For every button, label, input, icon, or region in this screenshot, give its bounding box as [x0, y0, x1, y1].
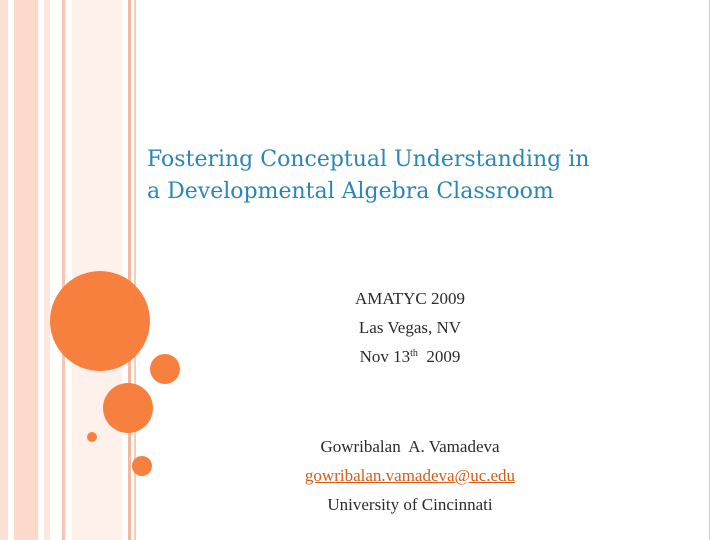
presenter-name: Gowribalan A. Vamadeva [320, 437, 500, 456]
decorative-stripe [44, 0, 50, 540]
decorative-circle-small [132, 456, 152, 476]
event-date-year: 2009 [426, 347, 461, 366]
decorative-stripe [62, 0, 65, 540]
decorative-stripe [72, 0, 122, 540]
decorative-stripe [14, 0, 38, 540]
event-info [190, 284, 630, 371]
decorative-circle-large [50, 271, 150, 371]
decorative-stripe [0, 0, 8, 540]
event-date-day: Nov 13 [359, 347, 411, 366]
event-date [190, 342, 630, 371]
event-date-suffix: th [410, 348, 418, 359]
presenter-institution: University of Cincinnati [327, 495, 493, 514]
slide-title [147, 144, 692, 208]
title-line-1: Fostering Conceptual Understanding in [147, 147, 590, 172]
decorative-stripe [128, 0, 131, 540]
event-name: AMATYC 2009 [354, 289, 466, 308]
presenter-email-link[interactable]: gowribalan.vamadeva@uc.edu [304, 466, 516, 485]
decorative-circle-tiny [87, 432, 97, 442]
title-line-2: a Developmental Algebra Classroom [147, 179, 554, 204]
presenter-info [190, 432, 630, 519]
right-border-line [709, 0, 710, 540]
decorative-circle-small [150, 354, 180, 384]
decorative-circle-medium [103, 383, 153, 433]
event-location: Las Vegas, NV [358, 318, 462, 337]
